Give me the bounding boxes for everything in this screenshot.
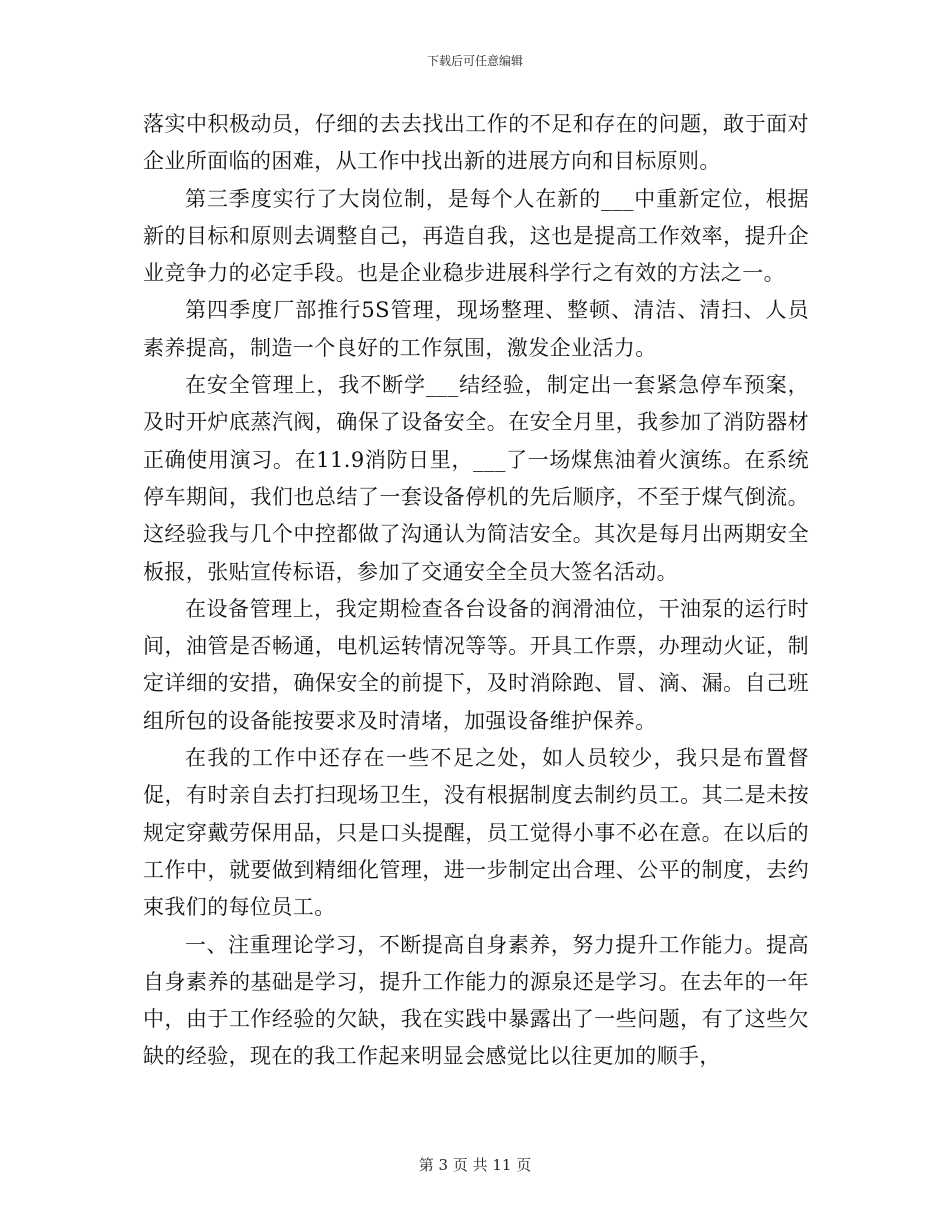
paragraph-theory-study: 一、注重理论学习，不断提高自身素养，努力提升工作能力。提高自身素养的基础是学习，提升工作能力的源泉还是学习。在去年的一年中，由于工作经验的欠缺，我在实践中暴露出了一些问题，有了这些欠缺的经验，现在的我工作起来明显会感觉比以往更加的顺手， [143,932,809,1069]
paragraph-equipment-management: 在设备管理上，我定期检查各台设备的润滑油位，干油泵的运行时间，油管是否畅通，电机运转情况等等。开具工作票，办理动火证，制定详细的安措，确保安全的前提下，及时消除跑、冒、滴、漏。自己班组所包的设备能按要求及时清堵，加强设备维护保养。 [143,596,809,733]
paragraph-fourth-quarter: 第四季度厂部推行5S管理，现场整理、整顿、清洁、清扫、人员素养提高，制造一个良好的工作氛围，激发企业活力。 [143,298,809,360]
page-header-note: 下载后可任意编辑 [426,54,523,68]
page-number: 第 3 页 共 11 页 [418,1156,532,1174]
paragraph-shortcomings: 在我的工作中还存在一些不足之处，如人员较少，我只是布置督促，有时亲自去打扫现场卫生，没有根据制度去制约员工。其二是未按规定穿戴劳保用品，只是口头提醒，员工觉得小事不必在意。在以后的工作中，就要做到精细化管理，进一步制定出合理、公平的制度，去约束我们的每位员工。 [143,746,809,920]
document-body [143,106,809,1076]
paragraph-safety-management: 在安全管理上，我不断学___结经验，制定出一套紧急停车预案，及时开炉底蒸汽阀，确保了设备安全。在安全月里，我参加了消防器材正确使用演习。在11.9消防日里，___了一场煤焦油着火演练。在系统停车期间，我们也总结了一套设备停机的先后顺序，不至于煤气倒流。这经验我与几个中控都做了沟通认为简洁安全。其次是每月出两期安全板报，张贴宣传标语，参加了交通安全全员大签名活动。 [143,373,809,584]
paragraph-continuation: 落实中积极动员，仔细的去去找出工作的不足和存在的问题，敢于面对企业所面临的困难，从工作中找出新的进展方向和目标原则。 [143,112,809,174]
paragraph-third-quarter: 第三季度实行了大岗位制，是每个人在新的___中重新定位，根据新的目标和原则去调整自己，再造自我，这也是提高工作效率，提升企业竞争力的必定手段。也是企业稳步进展科学行之有效的方法之一。 [143,186,809,286]
